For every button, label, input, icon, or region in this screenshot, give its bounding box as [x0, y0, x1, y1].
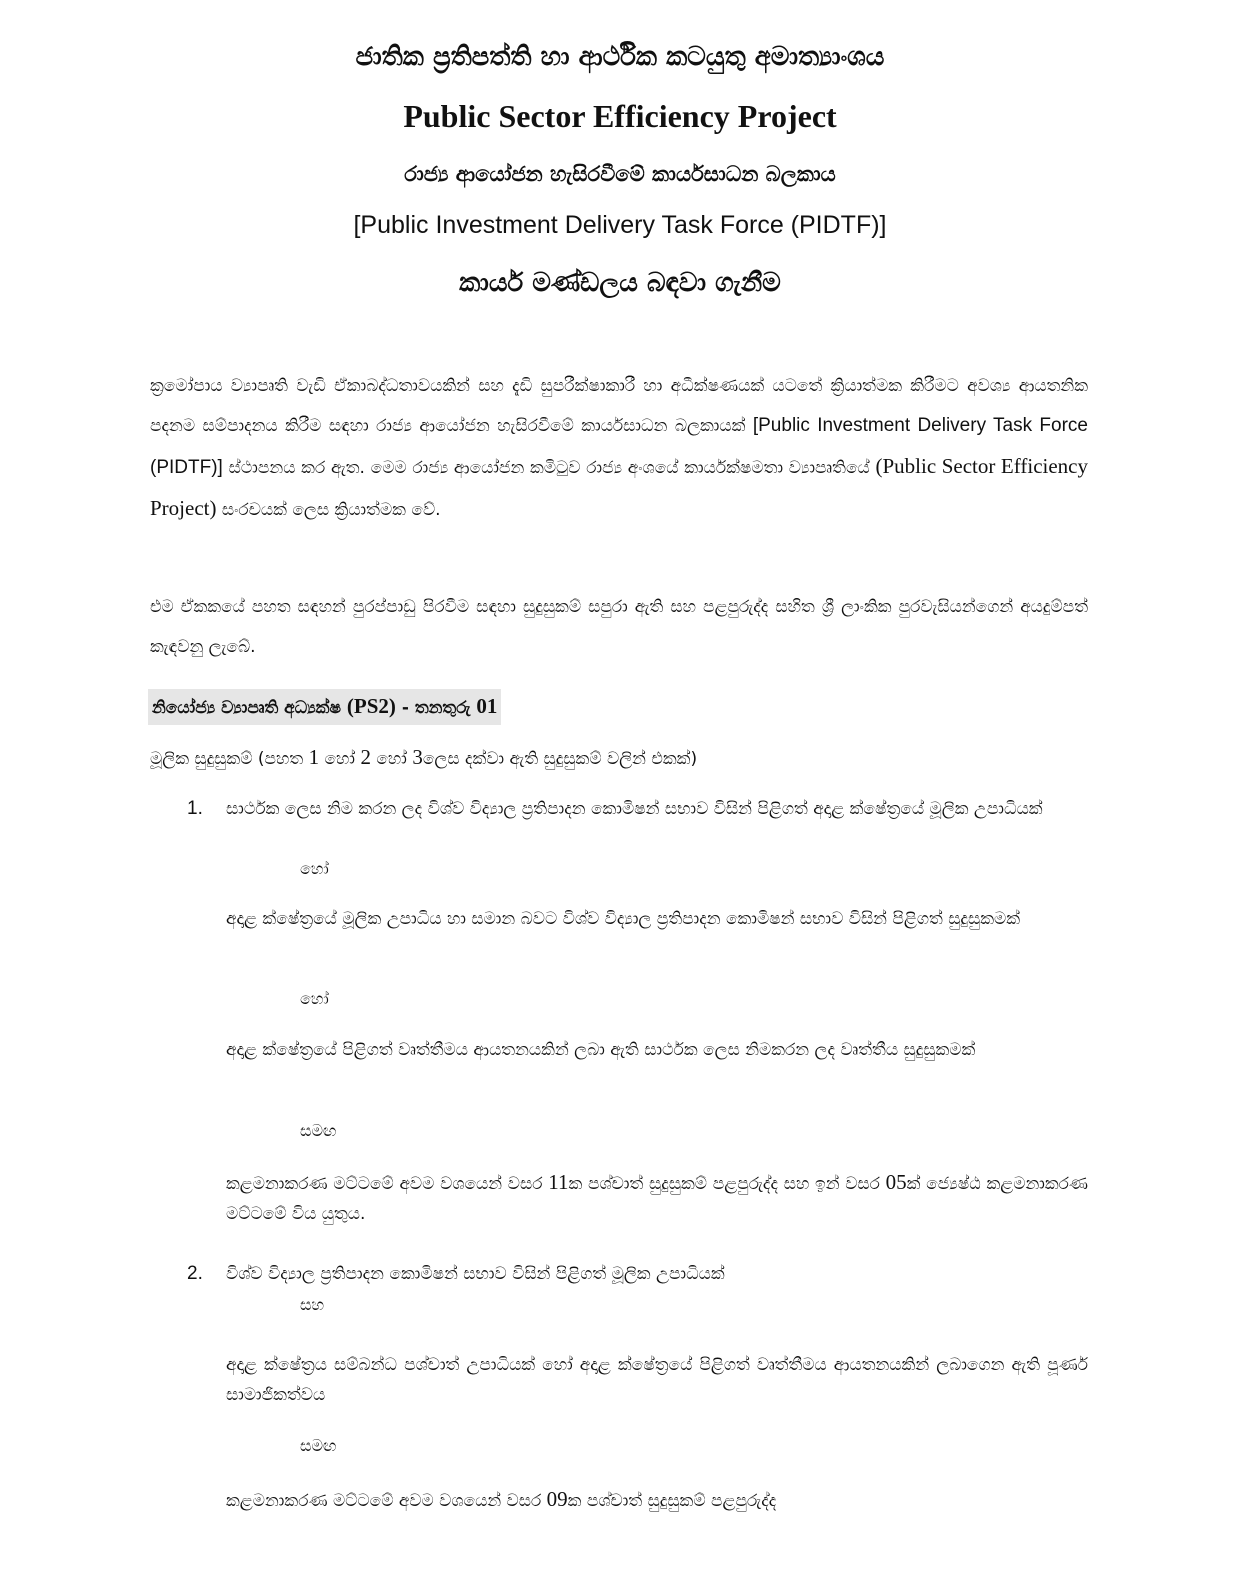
- intro-text-psep: (Public Sector Efficiency Project): [150, 454, 1088, 520]
- item-2-degree: විශ්ව විද්‍යාල ප්‍රතිපාදන කොමිෂන් සභාව විසින් පිළිගත් මූලික උපාධියක්: [226, 1264, 725, 1284]
- intro-text-a: ක්‍රමෝපාය ව්‍යාපෘති වැඩි ඒකාබද්ධතාවයකින් සහ දැඩි සුපරීක්ෂාකාරී හා අධීක්ෂණයක් යටතේ ක්‍රියාත්මක කිරීමට අවශ්‍ය ආයතනික පදනම සම්පාදනය කිරීම සඳහා රාජ්‍ය ආයෝජන හැසිරවීමේ කාර්යසාධන බලකායක්: [150, 376, 1088, 436]
- qualifications-intro: [150, 742, 697, 774]
- qualifications-intro-a: මූලික සුදුසුකම් (පහත: [150, 749, 304, 769]
- item-2-experience-c: ක පශ්චාත් සුදුසුකම් පළපුරුද්ද: [567, 1491, 777, 1511]
- intro-text-c: ස්ථාපනය කර ඇත. මෙම රාජ්‍ය ආයෝජන කමිටුව රාජ්‍ය අංශයේ කාර්යක්ෂමතා ව්‍යාපෘතියේ: [228, 458, 870, 478]
- qualifications-intro-num1: 1: [308, 745, 320, 769]
- item-1-with: සමඟ: [300, 1121, 337, 1140]
- position-code: (PS2): [346, 694, 396, 718]
- item-2-postgrad: අදාළ ක්ෂේත්‍රය සම්බන්ධ පශ්චාත් උපාධියක් හෝ අදාළ ක්ෂේත්‍රයේ පිළිගත් වෘත්තීමය ආයතනයකින් ලබාගෙන ඇති පූර්ණ සාමාජිකත්වය: [226, 1355, 1088, 1405]
- item-2-experience: [226, 1484, 1088, 1516]
- position-count-label: - තනතුරු: [401, 698, 471, 718]
- qualifications-intro-or2: හෝ: [376, 749, 407, 769]
- project-title: Public Sector Efficiency Project: [403, 98, 837, 134]
- taskforce-title-english: [Public Investment Delivery Task Force (PIDTF)]: [353, 211, 887, 239]
- item-1-experience-c: ක පශ්චාත් සුදුසුකම් පළපුරුද්ද සහ ඉන් වසර: [568, 1174, 880, 1194]
- intro-text-pidtf: [Public Investment Delivery Task Force (PIDTF)]: [150, 415, 1089, 478]
- qualifications-intro-num3: 3: [412, 745, 423, 769]
- intro-paragraph-1: [150, 366, 1088, 530]
- qualifications-intro-or1: හෝ: [324, 749, 356, 769]
- ministry-title: ජාතික ප්‍රතිපත්ති හා ආර්ථික කටයුතු අමාත්‍යාංශය: [355, 42, 885, 72]
- intro-paragraph-2: එම ඒකකයේ පහත සඳහන් පුරප්පාඩු පිරවීම සඳහා සුදුසුකම් සපුරා ඇති සහ පළපුරුද්ද සහිත ශ්‍රී ලාංකික පුරවැසියන්ගෙන් අයදුම්පත් කැඳවනු ලැබේ.: [150, 597, 1088, 657]
- position-heading: [148, 689, 501, 725]
- item-1-experience-years: 11: [548, 1170, 569, 1194]
- item-1-option-a: සාර්ථක ලෙස නිම කරන ලද විශ්ව විද්‍යාල ප්‍රතිපාදන කොමිෂන් සභාව විසින් පිළිගත් අදාළ ක්ෂේත්‍රයේ මූලික උපාධියක්: [226, 799, 1043, 819]
- qualifications-intro-g: ලෙස දක්වා ඇති සුදුසුකම් වලින් එකක්): [422, 749, 698, 769]
- qualifications-intro-num2: 2: [360, 745, 371, 769]
- taskforce-title-sinhala: රාජ්‍ය ආයෝජන හැසිරවීමේ කාර්යසාධන බලකාය: [404, 162, 836, 186]
- item-2-number: 2.: [187, 1263, 203, 1284]
- item-2-experience-a: කළමනාකරණ මට්ටමේ අවම වශයෙන් වසර: [226, 1491, 542, 1511]
- item-2-experience-years: 09: [546, 1487, 568, 1511]
- position-title: නියෝජ්‍ය ව්‍යාපෘති අධ්‍යක්ෂ: [152, 698, 341, 718]
- item-1-option-b: අදාළ ක්ෂේත්‍රයේ මූලික උපාධිය හා සමාන බවට විශ්ව විද්‍යාල ප්‍රතිපාදන කොමිෂන් සභාව විසින් පිළිගත් සුදුසුකමක්: [226, 909, 1021, 929]
- item-1-experience-a: කළමනාකරණ මට්ටමේ අවම වශයෙන් වසර: [226, 1174, 543, 1194]
- item-1-experience: [226, 1167, 1088, 1229]
- item-1-or-2: හෝ: [300, 989, 329, 1008]
- item-2-and: සහ: [300, 1295, 325, 1314]
- position-count: 01: [476, 694, 498, 718]
- recruitment-title: කාර්ය මණ්ඩලය බඳවා ගැනීම: [459, 268, 781, 298]
- item-1-number: 1.: [187, 798, 203, 819]
- item-1-option-c: අදාළ ක්ෂේත්‍රයේ පිළිගත් වෘත්තීමය ආයතනයකින් ලබා ඇති සාර්ථක ලෙස නිමකරන ලද වෘත්තීය සුදුසුකමක්: [226, 1040, 976, 1060]
- item-1-or-1: හෝ: [300, 859, 329, 878]
- item-2-with: සමඟ: [300, 1436, 337, 1455]
- intro-text-e: සංරචයක් ලෙස ක්‍රියාත්මක වේ.: [221, 500, 441, 520]
- item-1-experience-senior-years: 05: [885, 1170, 907, 1194]
- item-1-experience-e: ක් ජ්‍යෙෂ්ඨ කළමනාකරණ මට්ටමේ විය යුතුය.: [226, 1174, 1089, 1224]
